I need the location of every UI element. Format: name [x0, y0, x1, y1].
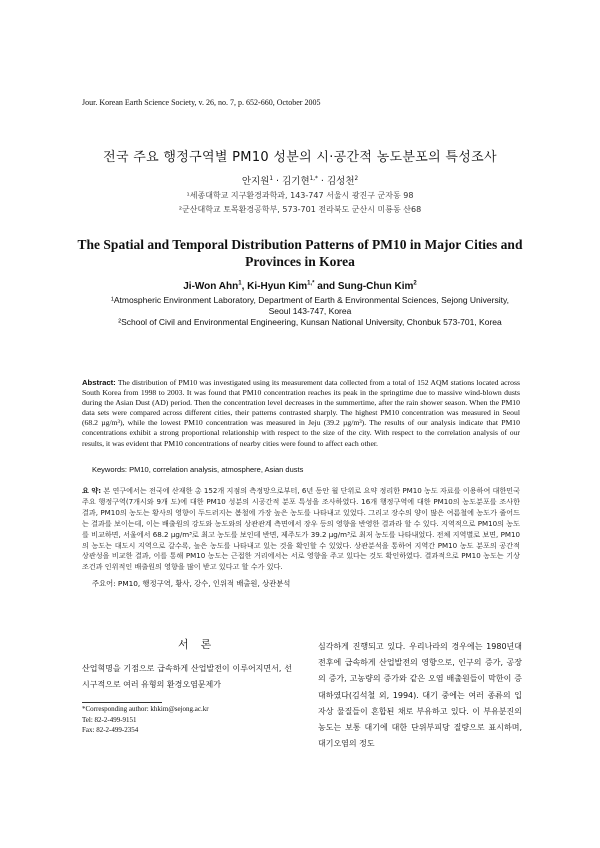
korean-affiliation-1: ¹세종대학교 지구환경과학과, 143-747 서울시 광진구 군자동 98 — [186, 191, 414, 200]
english-title: The Spatial and Temporal Distribution Patterns of PM10 in Major Cities and Provinces in Korea — [77, 237, 523, 269]
korean-title: 전국 주요 행정구역별 PM10 성분의 시·공간적 농도분포의 특성조사 — [103, 150, 497, 165]
english-author-1: Ji-Won Ahn — [183, 281, 239, 292]
korean-author-sep-1: · — [273, 176, 283, 187]
section-title: 서론 — [178, 638, 224, 651]
korean-author-1: 안지원 — [241, 176, 270, 187]
korean-author-3: 김성천 — [326, 176, 355, 187]
korean-author-3-sup: 2 — [354, 175, 359, 182]
korean-abstract-text: 본 연구에서는 전국에 산재한 총 152개 지점의 측정망으로부터, 6년 동안 월 단위로 요약 정리한 PM10 농도 자료를 이용하여 대한민국 주요 행정구역(7개시와 9개 도)에 대한 PM10 성분의 시공간적 분포 특성을 조사하였다. 16개 행정구역에 대한 PM10의 농도분포를 조사한 결과, PM10의 농도는 황사의 영향이 두드러지는 봄철에 가장 높은 농도를 나타내고 있었다. 그리고 장수의 양이 많은 여름철에 농도가 줄어드는 결과를 보이는데, 이는 배출원의 강도와 농도와의 상관관계 측면에서 장우 등의 영향을 반영한 결과라 할 수 있다. 지역적으로 PM10의 농도를 비교하면, 서울에서 68.2 µg/m³로 최고 농도를 보인데 반면, 제주도가 39.2 µg/m³로 최저 농도를 나타내었다. 전체 지역별로 보면, PM10의 농도는 대도시 지역으로 갈수록, 높은 농도를 나타내고 있는 것을 확인할 수 있었다. 상관분석을 통하여 지역간 PM10 농도 분포의 공간적 상관성을 비교한 결과, 이를 통해 PM10 농도는 근접한 거리에서는 서로 영향을 주고 있다는 것도 확인하였다. 결과적으로 PM10 농도는 기상조건과 인위적인 배출원의 영향을 많이 받고 있다고 할 수가 있다. — [82, 486, 520, 572]
journal-citation: Jour. Korean Earth Science Society, v. 26, no. 7, p. 652-660, October 2005 — [82, 98, 321, 107]
abstract-label: Abstract: — [82, 378, 116, 387]
english-keywords: Keywords: PM10, correlation analysis, atmosphere, Asian dusts — [92, 465, 304, 474]
english-affiliation-2: ²School of Civil and Environmental Engineering, Kunsan National University, Chonbuk 573-701, Korea — [118, 317, 502, 327]
korean-keywords: 주요어: PM10, 행정구역, 황사, 강수, 인위적 배출원, 상관분석 — [92, 579, 291, 588]
english-authors: Ji-Won Ahn$^1$, Ki-Hyun Kim$^{1,*}$ and Sung-Chun Kim$^2$ — [183, 280, 417, 292]
footnote-tel: Tel: 82-2-499-9151 — [82, 715, 137, 724]
footnote-corresponding-author: *Corresponding author: khkim@sejong.ac.kr — [82, 705, 209, 713]
english-affiliation-1: ¹Atmospheric Environment Laboratory, Department of Earth & Environmental Sciences, Sejong University, Seoul 143-747, Korea — [111, 295, 509, 316]
english-author-2-sup: 1,* — [307, 280, 315, 287]
footnote-rule — [82, 702, 162, 703]
english-author-3: Sung-Chun Kim — [337, 281, 414, 292]
english-author-1-sup: 1 — [238, 280, 242, 287]
footnotes — [82, 704, 209, 736]
abstract-text: The distribution of PM10 was investigated using its measurement data collected from a total of 152 AQM stations located across South Korea from 1998 to 2003. It was found that PM10 concentration reaches its peak in the springtime due to massive wind-blown dusts during the Asian Dust (AD) period. Then the concentration level decreases in the summertime, after the rain shower season. When the PM10 data sets were compared across different cities, their patterns contrasted sharply. The highest PM10 concentration was measured in Seoul (68.2 µg/m³), while the lowest PM10 concentration was measured in Jeju (39.2 µg/m³). The results of our analysis indicate that PM10 concentrations exhibit a strong proportional relationship with respect to the size of the city. With respect to the correlation analysis of our results, it was evident that PM10 concentrations of nearby cities were found to affect each other. — [82, 378, 520, 448]
footnote-fax: Fax: 82-2-499-2354 — [82, 726, 139, 734]
english-affiliations — [110, 295, 510, 328]
korean-abstract-label: 요 약: — [82, 486, 102, 495]
korean-author-sep-2: · — [317, 176, 327, 187]
korean-author-1-sup: 1 — [269, 175, 274, 182]
english-author-2: Ki-Hyun Kim — [247, 281, 308, 292]
korean-abstract — [82, 486, 520, 573]
korean-author-2-sup: 1,* — [309, 175, 318, 182]
left-column-text: 산업혁명을 기점으로 급속하게 산업발전이 이루어지면서, 선시구적으로 여러 유형의 환경오염문제가 — [82, 664, 292, 689]
korean-author-2: 김기현 — [282, 176, 310, 187]
english-abstract — [82, 378, 520, 449]
right-column-text: 심각하게 진행되고 있다. 우리나라의 경우에는 1980년대 전후에 급속하게 산업발전의 영향으로, 인구의 증가, 공장의 증가, 고농량의 증가와 같은 오염 배출원들이 막한이 증대하였다(김석철 외, 1994). 대기 중에는 여러 종류의 입자상 물질들이 혼합된 채로 부유하고 있다. 이 부유분진의 농도는 보통 대기에 대한 단위부피당 질량으로 표시하며, 대기오염의 정도 — [318, 642, 522, 749]
english-author-3-sup: 2 — [413, 280, 417, 287]
korean-authors — [0, 173, 600, 187]
english-author-conjunction: and — [317, 281, 336, 292]
korean-affiliation-2: ²군산대학교 토목환경공학부, 573-701 전라북도 군산시 미룡동 산68 — [178, 205, 422, 214]
